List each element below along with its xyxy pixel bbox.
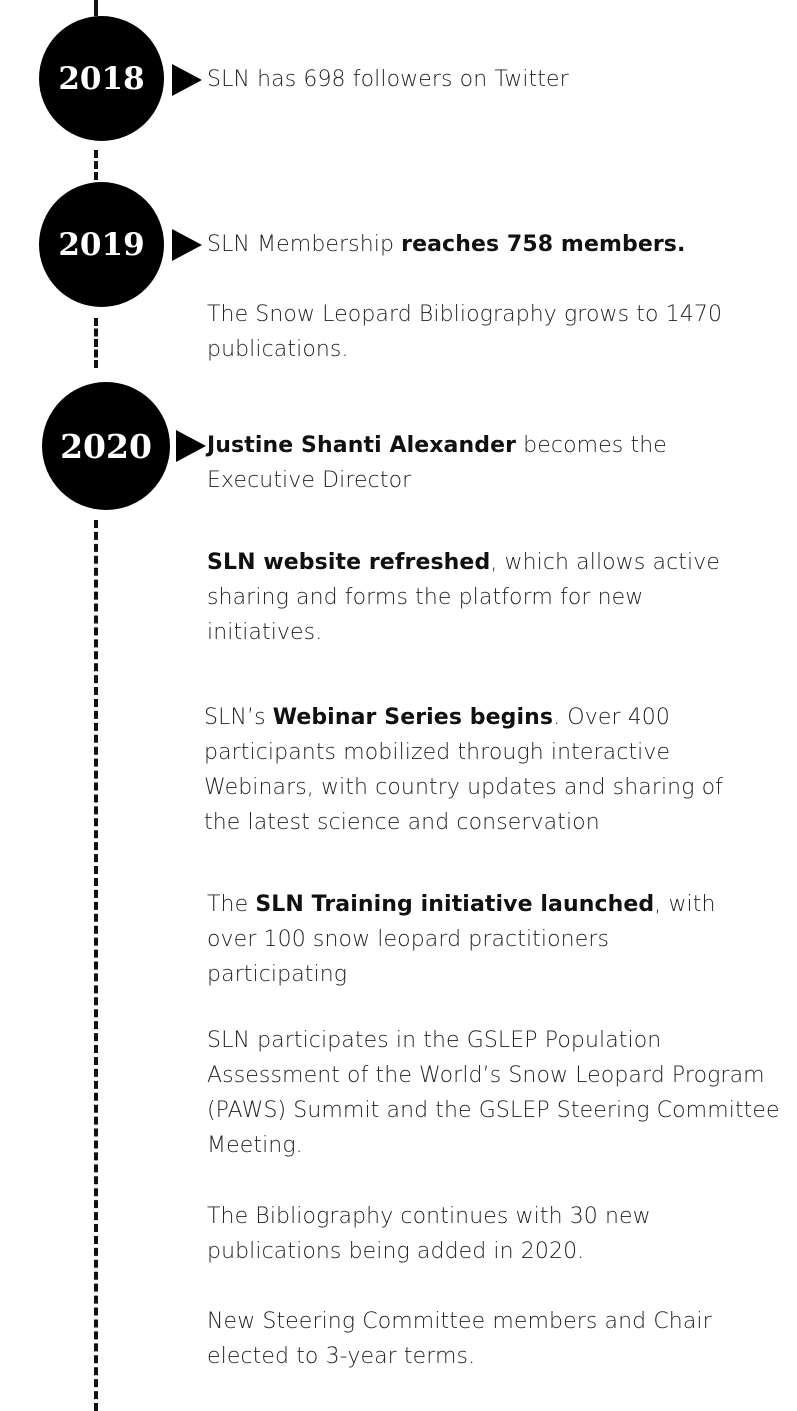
year-marker-2018	[39, 16, 164, 141]
timeline-entry	[207, 62, 767, 97]
pointer-arrow-icon	[172, 64, 202, 96]
timeline-line	[94, 318, 98, 368]
entry-highlight-text: SLN website refreshed	[207, 550, 491, 575]
entry-text: The Bibliography continues with 30 new publications being added in 2020.	[207, 1204, 651, 1264]
entry-highlight-text: reaches 758 members.	[401, 232, 686, 257]
timeline-entry	[207, 545, 747, 650]
timeline-line	[94, 150, 98, 180]
year-label: 2018	[58, 60, 145, 97]
pointer-arrow-icon	[176, 430, 206, 462]
entry-text: , with over 100 snow leopard practitioners participating	[207, 892, 716, 987]
entry-text: SLN has 698 followers on Twitter	[207, 67, 569, 92]
timeline-entry	[207, 887, 747, 992]
entry-text: becomes the Executive Director	[207, 433, 667, 493]
year-label: 2020	[60, 426, 152, 466]
timeline-entry	[207, 297, 767, 367]
timeline-entry	[204, 700, 764, 840]
entry-highlight-text: SLN Training initiative launched	[255, 892, 655, 917]
timeline-entry	[207, 1199, 727, 1269]
timeline-entry	[207, 428, 727, 498]
year-marker-2020	[42, 382, 170, 510]
year-label: 2019	[58, 226, 145, 263]
entry-text: . Over 400 participants mobilized through interactive Webinars, with country updates and sharing of the latest science and conservation	[204, 705, 724, 835]
entry-text: SLN’s	[204, 705, 273, 730]
entry-text: The	[207, 892, 256, 917]
entry-text: , which allows active sharing and forms the platform for new initiatives.	[207, 550, 720, 645]
year-marker-2019	[39, 182, 164, 307]
entry-highlight-text: Justine Shanti Alexander	[207, 433, 517, 458]
entry-text: SLN Membership	[207, 232, 402, 257]
timeline-line-top	[94, 0, 98, 16]
entry-text: New Steering Committee members and Chair elected to 3-year terms.	[207, 1309, 712, 1369]
timeline-entry	[207, 1023, 792, 1163]
timeline-entry	[207, 227, 767, 262]
timeline-line	[94, 520, 98, 1411]
timeline-entry	[207, 1304, 747, 1374]
entry-text: SLN participates in the GSLEP Population Assessment of the World’s Snow Leopard Program (PAWS) Summit and the GSLEP Steering Committee Meeting.	[207, 1028, 780, 1158]
entry-highlight-text: Webinar Series begins	[272, 705, 554, 730]
pointer-arrow-icon	[172, 229, 202, 261]
entry-text: The Snow Leopard Bibliography grows to 1470 publications.	[207, 302, 723, 362]
